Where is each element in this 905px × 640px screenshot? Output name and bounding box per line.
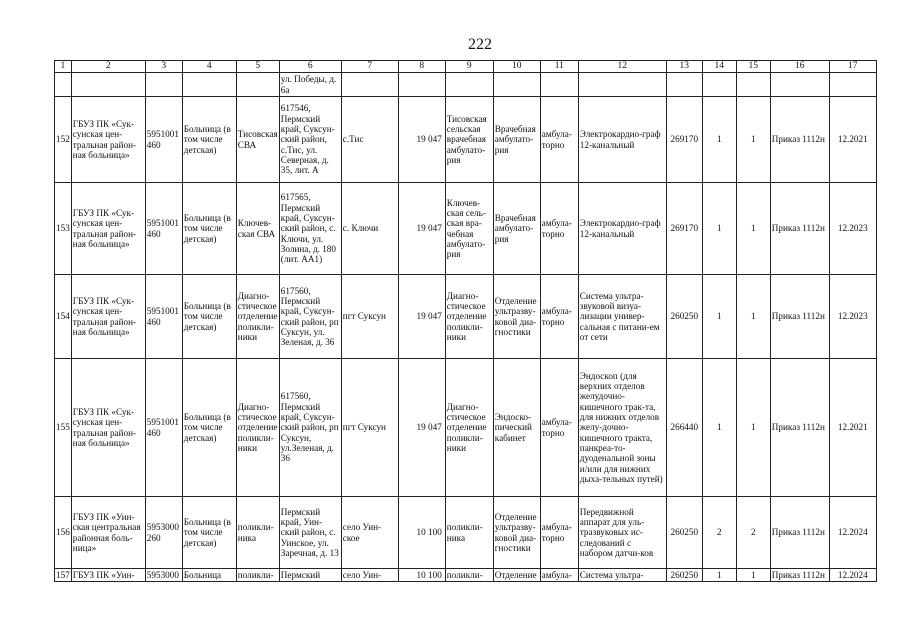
room-cell: Отделение ультразву-ковой диа-гностики: [493, 275, 540, 359]
code-cell: 5951001 460: [145, 97, 182, 183]
register-table: [54, 60, 877, 582]
address-cell: Пермский: [279, 569, 341, 582]
locality-cell: пгт Суксун: [341, 275, 398, 359]
address-cell: Пермский край, Уин-ский район, с. Уинское, ул. Заречная, д. 13: [279, 497, 341, 569]
okpd-cell: 269170: [666, 97, 702, 183]
date-cell: 12.2023: [829, 275, 876, 359]
row-number: 155: [55, 359, 72, 497]
care-cell: амбула-торно: [540, 497, 578, 569]
org-cell: ГБУЗ ПК «Сук-сунская цен-тральная район-ная больница»: [71, 97, 145, 183]
code-cell: 5951001 460: [145, 183, 182, 275]
room-cell: Эндоско-пический кабинет: [493, 359, 540, 497]
qty2-cell: 1: [736, 569, 770, 582]
room-cell: Врачебная амбулато-рия: [493, 183, 540, 275]
org-cell: ГБУЗ ПК «Сук-сунская цен-тральная район-ная больница»: [71, 183, 145, 275]
col-header: 9: [445, 61, 493, 73]
date-cell: 12.2021: [829, 359, 876, 497]
row-number: 154: [55, 275, 72, 359]
order-cell: Приказ 1112н: [770, 497, 829, 569]
date-cell: 12.2024: [829, 569, 876, 582]
okpd-cell: 266440: [666, 359, 702, 497]
qty1-cell: 1: [702, 97, 736, 183]
department-cell: Диагно-стическое отделение поликли-ники: [445, 275, 493, 359]
department-cell: Тисовская сельская врачебная амбулато-рия: [445, 97, 493, 183]
col-header: 5: [236, 61, 279, 73]
address-cell: 617560, Пермский край, Суксун-ский район, рп Суксун, ул. Зеленая, д. 36: [279, 275, 341, 359]
population-cell: 19 047: [398, 183, 445, 275]
col-header: 13: [666, 61, 702, 73]
department-cell: Диагно-стическое отделение поликли-ники: [445, 359, 493, 497]
row-number: 152: [55, 97, 72, 183]
locality-cell: пгт Суксун: [341, 359, 398, 497]
col-header: 6: [279, 61, 341, 73]
okpd-cell: 260250: [666, 497, 702, 569]
code-cell: 5953000: [145, 569, 182, 582]
order-cell: Приказ 1112н: [770, 275, 829, 359]
equipment-cell: Электрокардио-граф 12-канальный: [578, 97, 666, 183]
col-header: 3: [145, 61, 182, 73]
unit-cell: поликли-ника: [236, 497, 279, 569]
population-cell: 19 047: [398, 97, 445, 183]
continuation-row: [55, 73, 877, 97]
okpd-cell: 260250: [666, 569, 702, 582]
care-cell: амбула-торно: [540, 359, 578, 497]
type-cell: Больница (в том числе детская): [182, 97, 236, 183]
room-cell: Отделение: [493, 569, 540, 582]
care-cell: амбула-: [540, 569, 578, 582]
qty1-cell: 1: [702, 275, 736, 359]
equipment-cell: Система ультра-: [578, 569, 666, 582]
care-cell: амбула-торно: [540, 97, 578, 183]
room-cell: Отделение ультразву-ковой диа-гностики: [493, 497, 540, 569]
population-cell: 19 047: [398, 359, 445, 497]
qty2-cell: 1: [736, 97, 770, 183]
room-cell: Врачебная амбулато-рия: [493, 97, 540, 183]
table-row: [55, 183, 877, 275]
department-cell: поликли-ника: [445, 497, 493, 569]
address-cell: ул. Победы, д. 6а: [279, 73, 341, 97]
table-row: [55, 569, 877, 582]
table-row: [55, 359, 877, 497]
unit-cell: Диагно-стическое отделение поликли-ники: [236, 275, 279, 359]
equipment-cell: Передвижной аппарат для уль-тразвуковых ис-следований с набором датчи-ков: [578, 497, 666, 569]
col-header: 16: [770, 61, 829, 73]
col-header: 10: [493, 61, 540, 73]
equipment-cell: Эндоскоп (для верхних отделов желудочно-кишечного трак-та, для нижних отделов желу-дочно-кишечного тракта, панкреа-то-дуоденальной зоны и/или для нижних дыха-тельных путей): [578, 359, 666, 497]
code-cell: 5953000 260: [145, 497, 182, 569]
locality-cell: село Уин-ское: [341, 497, 398, 569]
code-cell: 5951001 460: [145, 359, 182, 497]
col-header: 4: [182, 61, 236, 73]
address-cell: 617560, Пермский край, Суксун-ский район, рп Суксун, ул.Зеленая, д. 36: [279, 359, 341, 497]
row-number: 157: [56, 569, 70, 580]
org-cell: ГБУЗ ПК «Уин-: [71, 569, 145, 582]
qty2-cell: 1: [736, 359, 770, 497]
department-cell: поликли-: [445, 569, 493, 582]
col-header: 12: [578, 61, 666, 73]
col-header: 2: [71, 61, 145, 73]
type-cell: Больница (в том числе детская): [182, 359, 236, 497]
locality-cell: с. Ключи: [341, 183, 398, 275]
order-cell: Приказ 1112н: [770, 183, 829, 275]
qty2-cell: 2: [736, 497, 770, 569]
unit-cell: Ключев-ская СВА: [236, 183, 279, 275]
org-cell: ГБУЗ ПК «Сук-сунская цен-тральная район-ная больница»: [71, 275, 145, 359]
qty2-cell: 1: [736, 275, 770, 359]
col-header: 1: [55, 61, 72, 73]
order-cell: Приказ 1112н: [770, 569, 829, 582]
care-cell: амбула-торно: [540, 183, 578, 275]
row-number: 153: [55, 183, 72, 275]
col-header: 11: [540, 61, 578, 73]
page-number: 222: [468, 36, 492, 53]
date-cell: 12.2024: [829, 497, 876, 569]
qty1-cell: 1: [702, 359, 736, 497]
address-cell: 617546, Пермский край, Суксун-ский район, с.Тис, ул. Северная, д. 35, лит. А: [279, 97, 341, 183]
order-cell: Приказ 1112н: [770, 359, 829, 497]
type-cell: Больница (в том числе детская): [182, 275, 236, 359]
population-cell: 19 047: [398, 275, 445, 359]
table-row: [55, 497, 877, 569]
col-header: 17: [829, 61, 876, 73]
org-cell: ГБУЗ ПК «Сук-сунская цен-тральная район-ная больница»: [71, 359, 145, 497]
order-cell: Приказ 1112н: [770, 97, 829, 183]
col-header: 14: [702, 61, 736, 73]
unit-cell: поликли-: [236, 569, 279, 582]
care-cell: амбула-торно: [540, 275, 578, 359]
date-cell: 12.2023: [829, 183, 876, 275]
date-cell: 12.2021: [829, 97, 876, 183]
org-cell: ГБУЗ ПК «Уин-ская центральная районная боль-ница»: [71, 497, 145, 569]
code-cell: 5951001 460: [145, 275, 182, 359]
locality-cell: с.Тис: [341, 97, 398, 183]
department-cell: Ключев-ская сель-ская вра-чебная амбулато-рия: [445, 183, 493, 275]
population-cell: 10 100: [398, 569, 445, 582]
unit-cell: Диагно-стическое отделение поликли-ники: [236, 359, 279, 497]
locality-cell: село Уин-: [341, 569, 398, 582]
qty1-cell: 2: [702, 497, 736, 569]
equipment-cell: Система ультра-звуковой визуа-лизации универ-сальная с питани-ем от сети: [578, 275, 666, 359]
row-number: 156: [55, 497, 72, 569]
equipment-cell: Электрокардио-граф 12-канальный: [578, 183, 666, 275]
table-row: [55, 275, 877, 359]
okpd-cell: 269170: [666, 183, 702, 275]
type-cell: Больница: [182, 569, 236, 582]
table-row: [55, 97, 877, 183]
address-cell: 617565, Пермский край, Суксун-ский район, с. Ключи, ул. Золина, д. 180 (лит. АА1): [279, 183, 341, 275]
header-row: [55, 61, 877, 73]
type-cell: Больница (в том числе детская): [182, 497, 236, 569]
qty1-cell: 1: [702, 183, 736, 275]
col-header: 7: [341, 61, 398, 73]
type-cell: Больница (в том числе детская): [182, 183, 236, 275]
col-header: 8: [398, 61, 445, 73]
unit-cell: Тисовская СВА: [236, 97, 279, 183]
col-header: 15: [736, 61, 770, 73]
qty1-cell: 1: [702, 569, 736, 582]
okpd-cell: 260250: [666, 275, 702, 359]
qty2-cell: 1: [736, 183, 770, 275]
population-cell: 10 100: [398, 497, 445, 569]
